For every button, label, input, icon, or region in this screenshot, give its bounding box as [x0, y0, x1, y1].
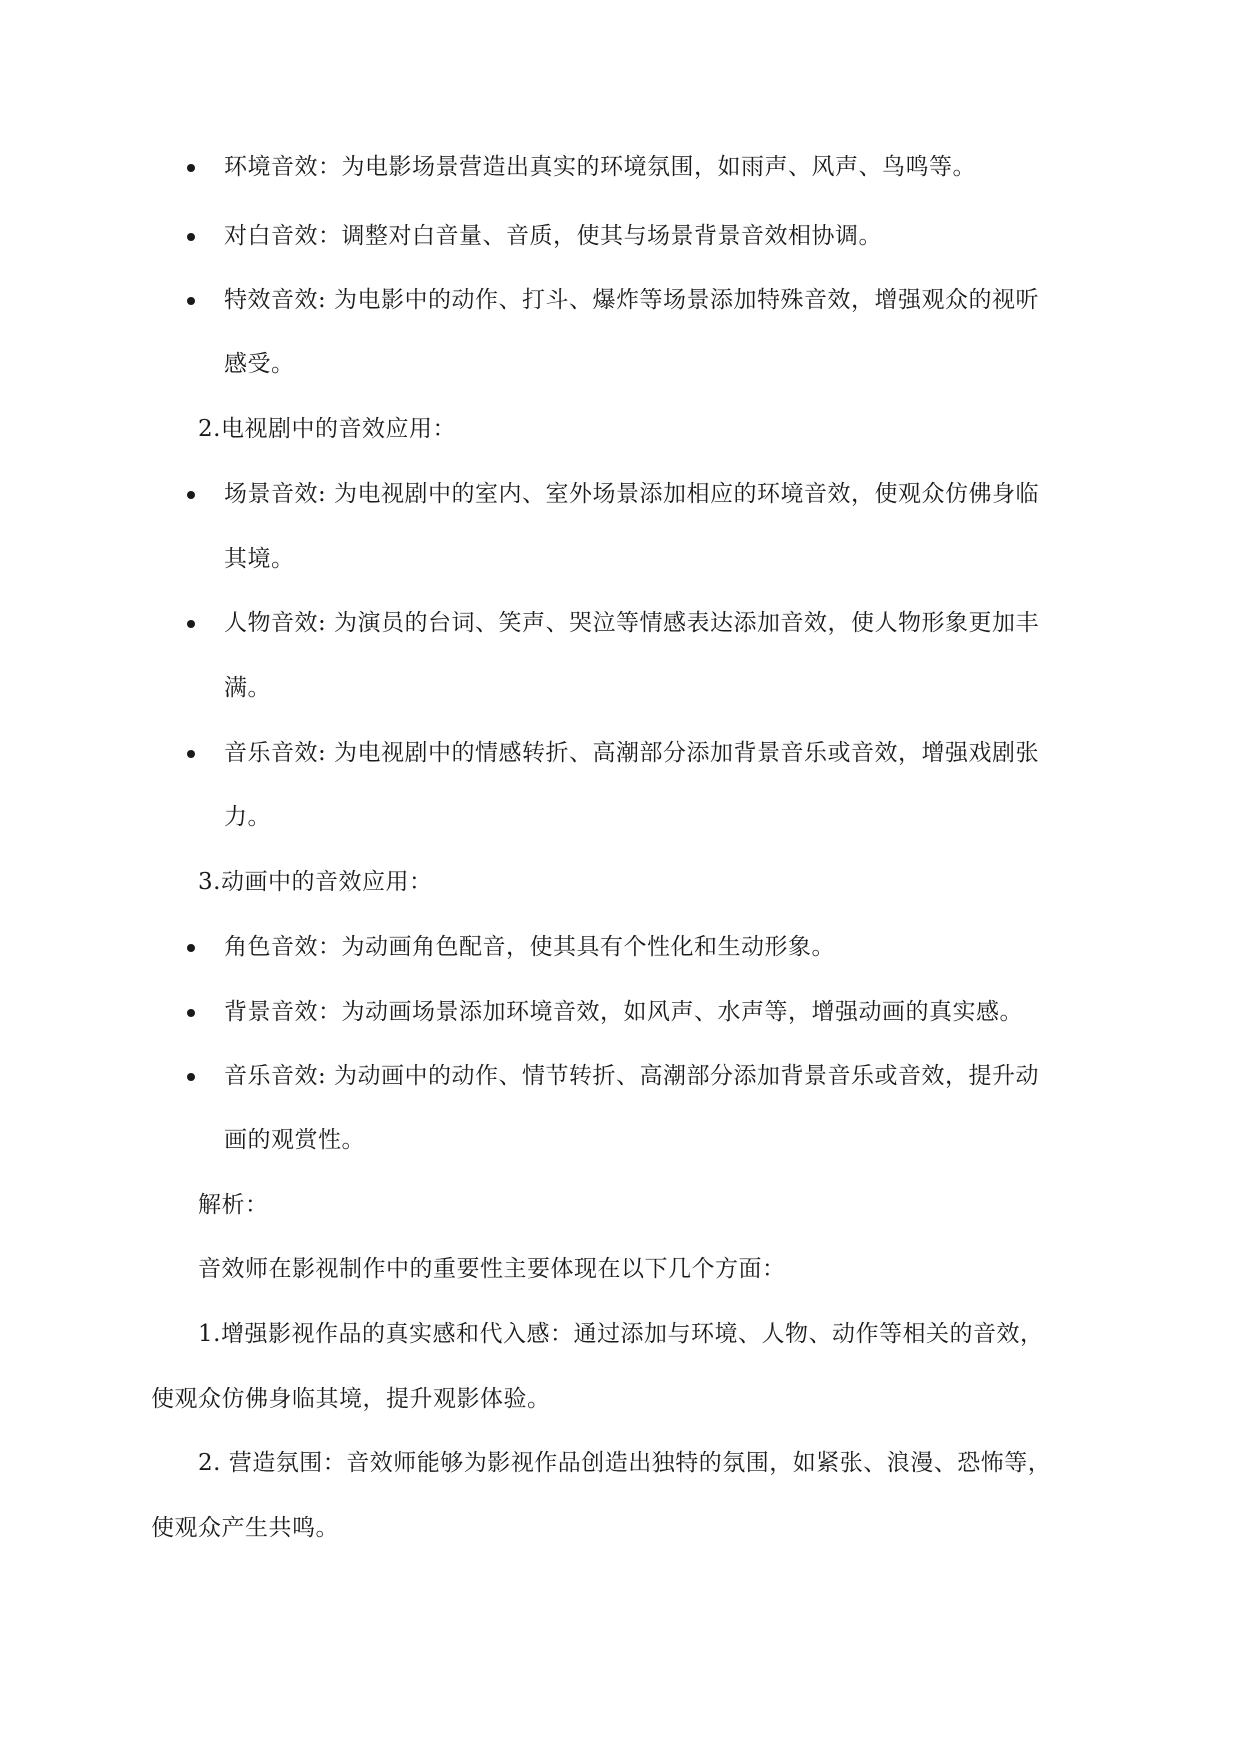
bullet-dot [187, 233, 195, 241]
list-item: 场景音效: 为电视剧中的室内、室外场景添加相应的环境音效，使观众仿佛身临 [224, 481, 1040, 507]
list-item-continuation: 感受。 [224, 351, 295, 377]
list-item: 音乐音效: 为动画中的动作、情节转折、高潮部分添加背景音乐或音效，提升动 [224, 1063, 1040, 1089]
list-item-continuation: 满。 [224, 675, 271, 701]
list-item: 角色音效：为动画角色配音，使其具有个性化和生动形象。 [224, 934, 835, 960]
bullet-dot [187, 1073, 195, 1081]
bullet-dot [187, 297, 195, 305]
section-heading-animation: 3.动画中的音效应用： [198, 869, 433, 895]
analysis-point-continuation: 使观众仿佛身临其境，提升观影体验。 [151, 1386, 551, 1412]
bullet-dot [187, 750, 195, 758]
analysis-point: 2. 营造氛围：音效师能够为影视作品创造出独特的氛围，如紧张、浪漫、恐怖等， [198, 1450, 1052, 1476]
bullet-dot [187, 164, 195, 172]
list-item: 背景音效：为动画场景添加环境音效，如风声、水声等，增强动画的真实感。 [224, 999, 1023, 1025]
analysis-intro: 音效师在影视制作中的重要性主要体现在以下几个方面： [198, 1256, 786, 1282]
list-item: 对白音效：调整对白音量、音质，使其与场景背景音效相协调。 [224, 223, 882, 249]
bullet-dot [187, 620, 195, 628]
list-item-continuation: 画的观赏性。 [224, 1127, 365, 1153]
list-item: 特效音效: 为电影中的动作、打斗、爆炸等场景添加特殊音效，增强观众的视听 [224, 287, 1040, 313]
analysis-point-continuation: 使观众产生共鸣。 [151, 1515, 339, 1541]
list-item: 环境音效：为电影场景营造出真实的环境氛围，如雨声、风声、鸟鸣等。 [224, 154, 976, 180]
list-item-continuation: 力。 [224, 804, 271, 830]
analysis-point: 1.增强影视作品的真实感和代入感：通过添加与环境、人物、动作等相关的音效， [198, 1321, 1044, 1347]
bullet-dot [187, 944, 195, 952]
section-heading-tv: 2.电视剧中的音效应用： [198, 416, 456, 442]
bullet-dot [187, 491, 195, 499]
list-item: 人物音效: 为演员的台词、笑声、哭泣等情感表达添加音效，使人物形象更加丰 [224, 610, 1040, 636]
list-item: 音乐音效: 为电视剧中的情感转折、高潮部分添加背景音乐或音效，增强戏剧张 [224, 740, 1040, 766]
list-item-continuation: 其境。 [224, 546, 295, 572]
bullet-dot [187, 1009, 195, 1017]
analysis-heading: 解析： [198, 1192, 269, 1218]
